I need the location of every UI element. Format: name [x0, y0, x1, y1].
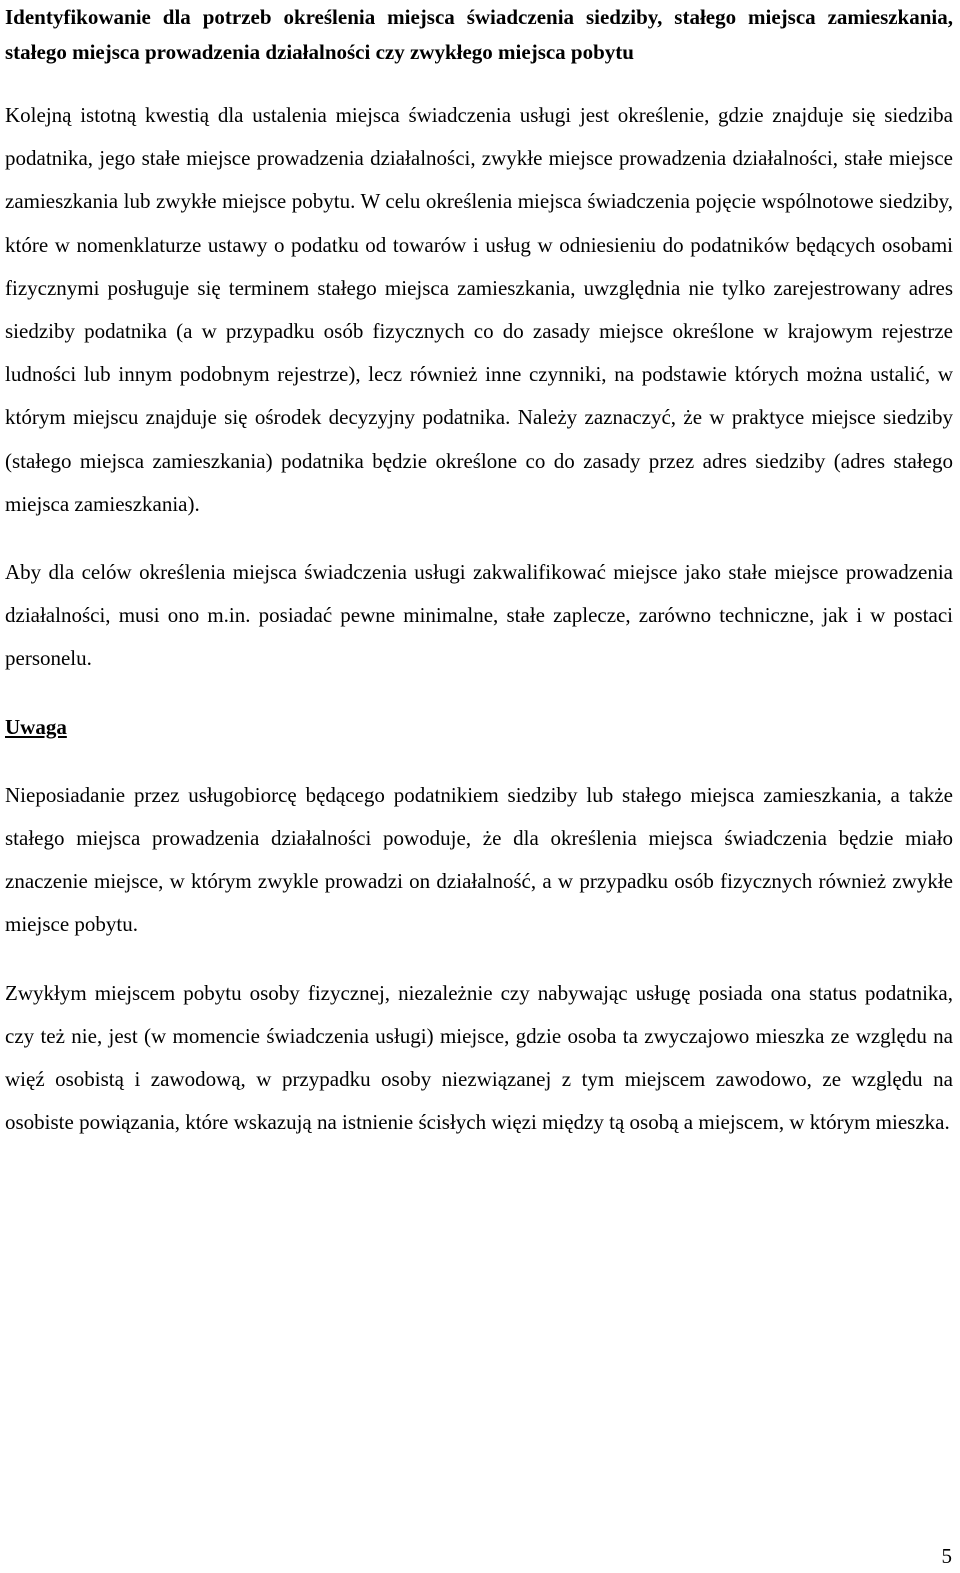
paragraph-usual-residence: Zwykłym miejscem pobytu osoby fizycznej, niezależnie czy nabywając usługę posiada ona status podatnika, czy też nie, jest (w momencie świadczenia usługi) miejsce, gdzie osoba ta zwyczajowo mieszka ze względu na więź osobistą i zawodową, w przypadku osoby niezwiązanej z tym miejscem zawodowo, ze względu na osobiste powiązania, które wskazują na istnienie ścisłych więzi między tą osobą a miejscem, w którym mieszka. [5, 980, 953, 1135]
paragraph-registered-office: Kolejną istotną kwestią dla ustalenia miejsca świadczenia usługi jest określenie, gdzie znajduje się siedziba podatnika, jego stałe miejsce prowadzenia działalności, zwykłe miejsce prowadzenia działalności, stałe miejsce zamieszkania lub zwykłe miejsce pobytu. W celu określenia miejsca świadczenia pojęcie wspólnotowe siedziby, które w nomenklaturze ustawy o podatku od towarów i usług w odniesieniu do podatników będących osobami fizycznymi posługuje się terminem stałego miejsca zamieszkania, uwzględnia nie tylko zarejestrowany adres siedziby podatnika (a w przypadku osób fizycznych co do zasady miejsce określone w krajowym rejestrze ludności lub innym podobnym rejestrze), lecz również inne czynniki, na podstawie których można ustalić, w którym miejscu znajduje się ośrodek decyzyjny podatnika. Należy zaznaczyć, że w praktyce miejsce siedziby (stałego miejsca zamieszkania) podatnika będzie określone co do zasady przez adres siedziby (adres stałego miejsca zamieszkania). [5, 103, 953, 516]
paragraph-no-registered-office: Nieposiadanie przez usługobiorcę będącego podatnikiem siedziby lub stałego miejsca zamieszkania, a także stałego miejsca prowadzenia działalności powoduje, że dla określenia miejsca świadczenia będzie miało znaczenie miejsce, w którym zwykle prowadzi on działalność, a w przypadku osób fizycznych również zwykłe miejsce pobytu. [5, 782, 953, 937]
paragraph-fixed-establishment: Aby dla celów określenia miejsca świadczenia usługi zakwalifikować miejsce jako stałe miejsce prowadzenia działalności, musi ono m.in. posiadać pewne minimalne, stałe zaplecze, zarówno techniczne, jak i w postaci personelu. [5, 560, 953, 671]
page-number: 5 [941, 1544, 952, 1568]
note-heading: Uwaga [5, 714, 67, 739]
section-heading: Identyfikowanie dla potrzeb określenia miejsca świadczenia siedziby, stałego miejsca zamieszkania, stałego miejsca prowadzenia działalności czy zwykłego miejsca pobytu [5, 5, 953, 64]
page-content [5, 0, 953, 1144]
